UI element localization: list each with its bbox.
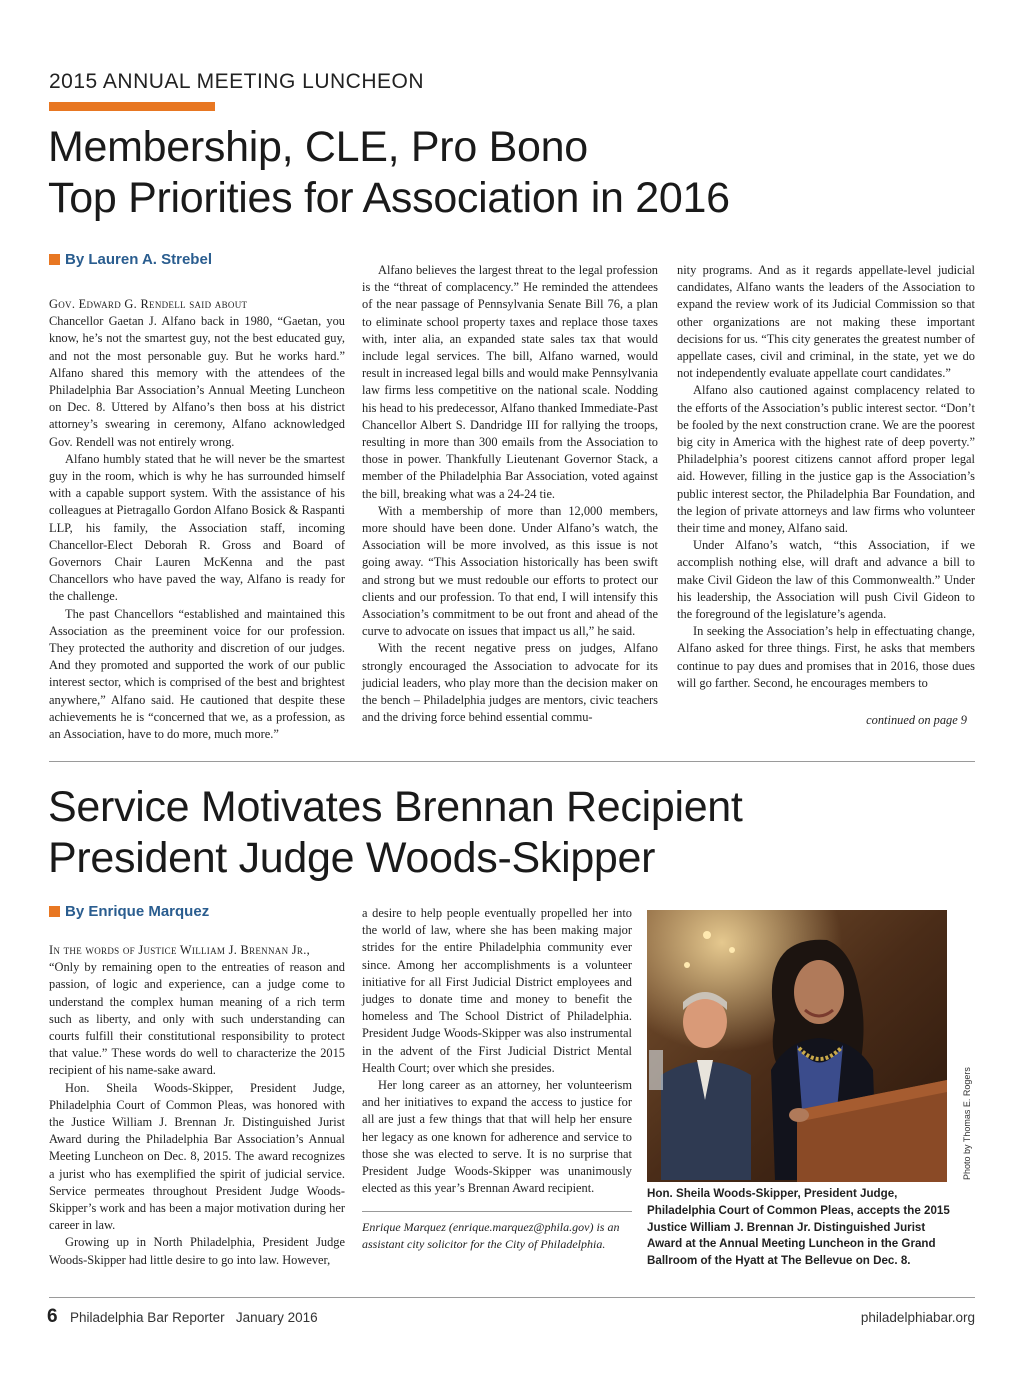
article2-lead-in bbox=[49, 942, 345, 959]
article2-lead-in-text: In the words of Justice William J. Brennan Jr., bbox=[49, 943, 310, 957]
section-accent-bar bbox=[49, 102, 215, 111]
article2-headline bbox=[48, 782, 743, 884]
photo-credit-text: Photo by Thomas E. Rogers bbox=[962, 1067, 972, 1180]
paragraph: Alfano believes the largest threat to the legal profession is the “threat of complacency.” He reminded the attendees of the near passage of Pennsylvania Senate Bill 76, a plan to eliminate school property taxes and replace those taxes with, inter alia, an expanded state sales tax that would include legal services. The bill, Alfano warned, would result in increased legal bills and would make Pennsylvania law firms less competitive on the national scale. Nodding his head to his predecessor, Alfano thanked Immediate-Past Chancellor Albert S. Dandridge III for rallying the troops, resulting in more than 300 emails from the Association to those in power. Thankfully Lieutenant Governor Stack, a member of the Philadelphia Bar Association, voted against the bill, breaking what was a 24-24 tie. bbox=[362, 263, 658, 501]
article1-byline-text: By Lauren A. Strebel bbox=[65, 251, 212, 268]
article1-column-1 bbox=[49, 296, 345, 743]
footer-divider bbox=[49, 1297, 975, 1298]
byline-square-icon bbox=[49, 906, 60, 917]
article2-headline-line1: Service Motivates Brennan Recipient bbox=[48, 783, 743, 831]
paragraph: Under Alfano’s watch, “this Association, if we accomplish nothing else, will draft and advance a bill to make Civil Gideon the law of this Commonwealth.” Under his leadership, the Association will push Civil Gideon to the foreground of the legislature’s agenda. bbox=[677, 538, 975, 622]
article2-headline-line2: President Judge Woods-Skipper bbox=[48, 834, 656, 882]
judge-photo bbox=[647, 910, 947, 1182]
photo-caption: Hon. Sheila Woods-Skipper, President Judge, Philadelphia Court of Common Pleas, accepts the 2015 Justice William J. Brennan Jr. Distinguished Jurist Award at the Annual Meeting Luncheon in the Grand Ballroom of the Hyatt at The Bellevue on Dec. 8. bbox=[647, 1187, 950, 1268]
article1-column-3 bbox=[677, 262, 975, 692]
article2-byline bbox=[49, 903, 209, 920]
article1-headline-line1: Membership, CLE, Pro Bono bbox=[48, 123, 588, 171]
paragraph: Alfano also cautioned against complacency related to the efforts of the Association’s public interest sector. “Don’t be fooled by the next construction crane. We are the poorest big city in America with the highest rate of deep poverty.” Philadelphia’s poorest citizens cannot afford proper legal aid. However, filling in the justice gap is the Association’s public interest sector, the Philadelphia Bar Foundation, and the legion of private attorneys and law firms who volunteer their time and money, Alfano said. bbox=[677, 383, 975, 536]
article1-headline bbox=[48, 122, 730, 224]
paragraph: a desire to help people eventually propelled her into the world of law, where she has been making major strides for the entire Philadelphia community ever since. Among her accomplishments is a volunteer initiative for all First Judicial District employees and judges to donate time and money to benefit the homeless and The School District of Philadelphia. President Judge Woods-Skipper was also instrumental in the advent of the First Judicial District Mental Health Court; over which she presides. bbox=[362, 906, 632, 1075]
section-label: 2015 ANNUAL MEETING LUNCHEON bbox=[49, 70, 424, 93]
author-note: Enrique Marquez (enrique.marquez@phila.gov) is an assistant city solicitor for the City of Philadelphia. bbox=[362, 1220, 620, 1251]
paragraph: Hon. Sheila Woods-Skipper, President Judge, Philadelphia Court of Common Pleas, was honored with the Justice William J. Brennan Jr. Distinguished Jurist Award during the Philadelphia Bar Association’s Annual Meeting Luncheon on Dec. 8, 2015. The award recognizes a jurist who has exemplified the spirit of judicial service. Service permeates throughout President Judge Woods-Skipper’s work and has been a major motivation during her career in law. bbox=[49, 1080, 345, 1233]
paragraph: With the recent negative press on judges, Alfano strongly encouraged the Association to advocate for its judicial leaders, who play more than the decision maker on the bench – Philadelphia judges are mentors, civic teachers and the driving force behind essential commu- bbox=[362, 641, 658, 725]
article2-byline-text: By Enrique Marquez bbox=[65, 903, 210, 920]
judge-photo-illustration bbox=[647, 910, 947, 1182]
article1-lead-in-text: Gov. Edward G. Rendell said about bbox=[49, 297, 248, 311]
paragraph: The past Chancellors “established and maintained this Association as the preeminent voice for our profession. They protected the authority and discretion of our judges. And they promoted and supported the work of our public interest sector, which is comprised of the best and brightest anywhere,” Alfano said. He cautioned that despite these achievements he is “concerned that we, as a profession, as an Association, have to do more, much more.” bbox=[49, 606, 345, 742]
website-link[interactable]: philadelphiabar.org bbox=[860, 1310, 975, 1325]
paragraph: Growing up in North Philadelphia, President Judge Woods-Skipper had little desire to go into law. However, bbox=[49, 1235, 345, 1267]
paragraph: Her long career as an attorney, her volunteerism and her initiatives to expand the access to justice for all are just a few things that that will help her ensure her legacy as one known for adherence and service to those she was elected to serve. It is no surprise that President Judge Woods-Skipper was unanimously elected as this year’s Brennan Award recipient. bbox=[362, 1078, 632, 1196]
author-note-rule bbox=[362, 1211, 632, 1212]
paragraph: With a membership of more than 12,000 members, more should have been done. Under Alfano’s watch, the Association will be more involved, as this issue is not going away. “This Association historically has been swift and strong but we must redouble our efforts to protect our clients and our profession. To that end, I will intensify this Association’s commitment to be out front and ahead of the curve to advocate on issues that impact us all,” he said. bbox=[362, 503, 658, 639]
page-number: 6 bbox=[47, 1306, 58, 1327]
article2-column-2 bbox=[362, 905, 632, 1197]
paragraph: In seeking the Association’s help in effectuating change, Alfano asked for three things. First, he asks that members continue to pay dues and promises that in 2016, those dues will go farther. Second, he encourages members to bbox=[677, 624, 975, 690]
article1-byline bbox=[49, 251, 212, 268]
byline-square-icon bbox=[49, 254, 60, 265]
article-divider bbox=[49, 761, 975, 762]
paragraph: Chancellor Gaetan J. Alfano back in 1980, “Gaetan, you know, he’s not the smartest guy, not the best educated guy, and not the most personable guy. But he works hard.” Alfano shared this memory with the attendees of the Philadelphia Bar Association’s Annual Meeting Luncheon on Dec. 8. Uttered by Alfano’s then boss at his district attorney’s swearing in ceremony, Alfano acknowledged Gov. Rendell was not entirely wrong. bbox=[49, 314, 345, 449]
article1-lead-in bbox=[49, 296, 345, 313]
continued-link[interactable]: continued on page 9 bbox=[866, 713, 967, 727]
article1-column-2 bbox=[362, 262, 658, 726]
publication-info: Philadelphia Bar Reporter January 2016 bbox=[70, 1310, 318, 1325]
photo-credit bbox=[950, 1067, 972, 1180]
article1-headline-line2: Top Priorities for Association in 2016 bbox=[48, 174, 730, 222]
paragraph: nity programs. And as it regards appellate-level judicial candidates, Alfano wants the leaders of the Association to expand the review work of its Judicial Commission so that other organizations are not making these important decisions for us. “This city generates the greatest number of appellate cases, civil and criminal, in the state, yet we do not independently evaluate appellate court candidates.” bbox=[677, 263, 975, 381]
paragraph: “Only by remaining open to the entreaties of reason and passion, of logic and experience, can a judge come to understand the complex human meaning of a rich term such as liberty, and only with such understanding can courts fulfill their constitutional responsibility to protect that value.” These words do well to characterize the 2015 recipient of his name-sake award. bbox=[49, 960, 345, 1078]
article2-column-1 bbox=[49, 942, 345, 1269]
paragraph: Alfano humbly stated that he will never be the smartest guy in the room, which is why he has surrounded himself with a capable support system. With the assistance of his colleagues at Pietragallo Gordon Alfano Bosick & Raspanti LLP, his family, the Association staff, incoming Chancellor-Elect Deborah R. Gross and Board of Governors Chair Lauren McKenna and the past Chancellors who have paved the way, Alfano is ready for the challenge. bbox=[49, 451, 345, 604]
